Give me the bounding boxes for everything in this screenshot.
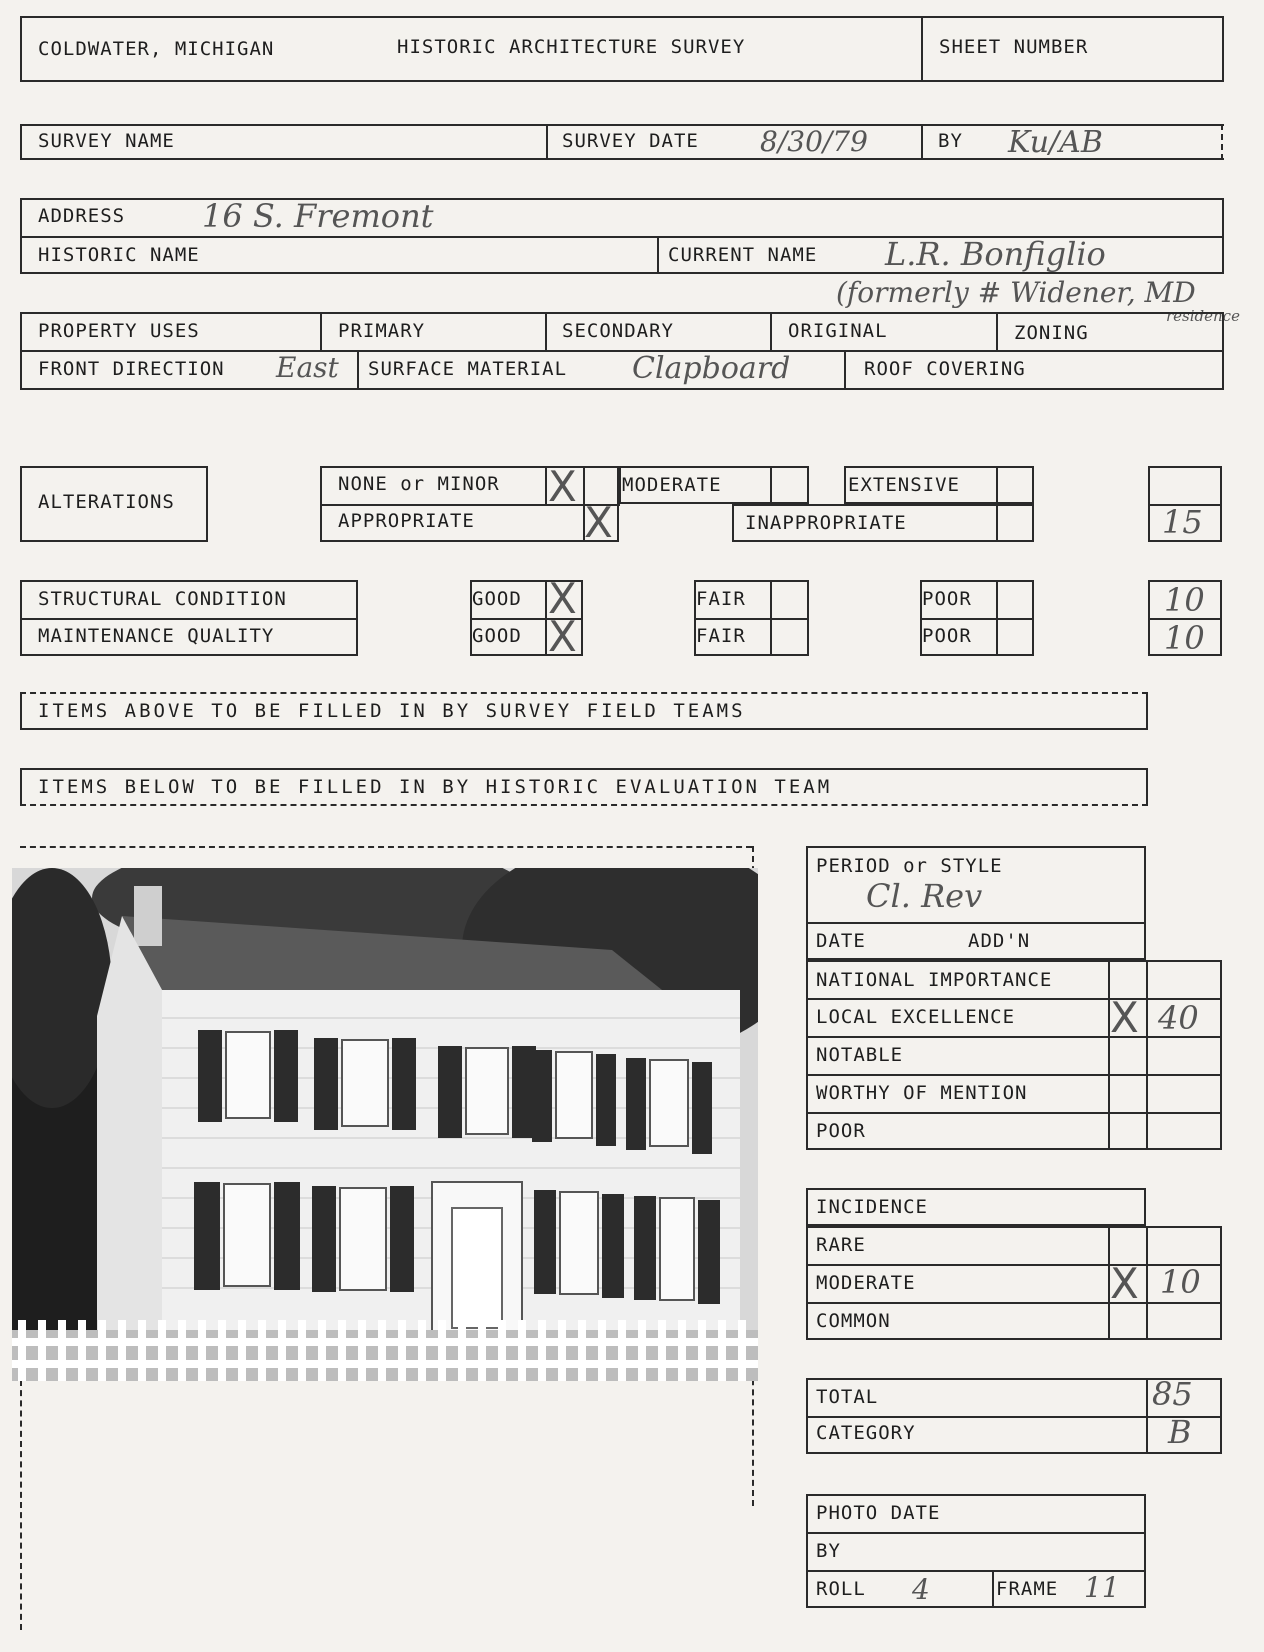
survey-date-label: SURVEY DATE [562, 130, 699, 152]
poor-row-divider [920, 618, 1034, 620]
poor-label-1: POOR [922, 588, 972, 610]
original-divider [770, 312, 772, 350]
local-excellence-check[interactable]: X [1110, 993, 1139, 1042]
city-label: COLDWATER, MICHIGAN [38, 38, 275, 60]
incidence-row-2 [806, 1302, 1222, 1304]
date-label: DATE [816, 930, 866, 952]
zoning-divider [996, 312, 998, 350]
primary-divider [320, 312, 322, 350]
address-label: ADDRESS [38, 205, 126, 227]
good-checkbox-divider [545, 580, 547, 656]
survey-row-end-tick [1221, 124, 1223, 160]
moderate-label: MODERATE [622, 474, 722, 496]
fair-label-1: FAIR [696, 588, 746, 610]
none-minor-check[interactable]: X [548, 462, 577, 511]
moderate-incidence-score[interactable]: 10 [1160, 1263, 1201, 1301]
national-importance-label: NATIONAL IMPORTANCE [816, 969, 1053, 991]
local-excellence-score[interactable]: 40 [1158, 999, 1199, 1037]
by-value[interactable]: Ku/AB [1008, 125, 1103, 160]
maintenance-quality-label: MAINTENANCE QUALITY [38, 625, 275, 647]
historic-name-label: HISTORIC NAME [38, 244, 200, 266]
none-minor-checkbox-left [545, 466, 547, 504]
front-direction-label: FRONT DIRECTION [38, 358, 225, 380]
address-value[interactable]: 16 S. Fremont [202, 197, 434, 235]
sheet-number-label: SHEET NUMBER [939, 36, 1089, 58]
header-divider [921, 16, 923, 82]
importance-row-4 [806, 1112, 1222, 1114]
poor-label-2: POOR [922, 625, 972, 647]
secondary-label: SECONDARY [562, 320, 674, 342]
moderate-checkbox-divider [770, 466, 772, 504]
moderate-incidence-label: MODERATE [816, 1272, 916, 1294]
worthy-of-mention-label: WORTHY OF MENTION [816, 1082, 1028, 1104]
original-label: ORIGINAL [788, 320, 888, 342]
good-label-1: GOOD [472, 588, 522, 610]
poor-checkbox-divider [996, 580, 998, 656]
good-label-2: GOOD [472, 625, 522, 647]
notes-below: ITEMS BELOW TO BE FILLED IN BY HISTORIC EVALUATION TEAM [38, 776, 833, 798]
fair-row-divider [694, 618, 809, 620]
inappropriate-label: INAPPROPRIATE [745, 512, 907, 534]
period-date-divider [806, 922, 1146, 924]
category-value[interactable]: B [1168, 1413, 1192, 1451]
incidence-score-divider [1146, 1226, 1148, 1340]
front-direction-value[interactable]: East [276, 351, 339, 384]
photo-frame-top [20, 846, 752, 848]
zoning-label: ZONING [1014, 322, 1089, 344]
roof-divider [844, 350, 846, 390]
none-minor-label: NONE or MINOR [338, 473, 500, 495]
surface-material-value[interactable]: Clapboard [632, 351, 791, 386]
house-photo [12, 868, 758, 1381]
local-excellence-label: LOCAL EXCELLENCE [816, 1006, 1016, 1028]
current-name-note: (formerly # Widener, MD [836, 276, 1196, 309]
primary-label: PRIMARY [338, 320, 426, 342]
surface-divider [357, 350, 359, 390]
photo-date-label: PHOTO DATE [816, 1502, 941, 1524]
addn-label: ADD'N [968, 930, 1031, 952]
importance-row-3 [806, 1074, 1222, 1076]
roll-value[interactable]: 4 [912, 1573, 930, 1606]
extensive-label: EXTENSIVE [848, 474, 960, 496]
fair-label-2: FAIR [696, 625, 746, 647]
moderate-incidence-check[interactable]: X [1110, 1259, 1139, 1308]
survey-name-label: SURVEY NAME [38, 130, 175, 152]
structural-score[interactable]: 10 [1164, 581, 1205, 619]
alterations-score[interactable]: 15 [1162, 503, 1203, 541]
period-style-value[interactable]: Cl. Rev [866, 877, 983, 915]
secondary-divider [545, 312, 547, 350]
poor-evaluation-label: POOR [816, 1120, 866, 1142]
by-label: BY [938, 130, 963, 152]
period-style-label: PERIOD or STYLE [816, 855, 1003, 877]
rare-label: RARE [816, 1234, 866, 1256]
house-photo-image [12, 868, 758, 1381]
photo-by-label: BY [816, 1540, 841, 1562]
photo-info-row-1 [806, 1532, 1146, 1534]
condition-label-divider [20, 618, 358, 620]
incidence-label: INCIDENCE [816, 1196, 928, 1218]
structural-good-check[interactable]: X [548, 574, 577, 623]
current-name-divider [657, 236, 659, 274]
category-label: CATEGORY [816, 1422, 916, 1444]
survey-date-value[interactable]: 8/30/79 [760, 125, 868, 158]
importance-score-divider [1146, 960, 1148, 1150]
current-name-value[interactable]: L.R. Bonfiglio [885, 235, 1106, 273]
totals-value-divider [1146, 1378, 1148, 1454]
structural-condition-label: STRUCTURAL CONDITION [38, 588, 287, 610]
photo-frame-left [20, 1380, 22, 1630]
form-title: HISTORIC ARCHITECTURE SURVEY [397, 36, 746, 58]
frame-divider [992, 1570, 994, 1608]
frame-label: FRAME [996, 1578, 1059, 1600]
common-label: COMMON [816, 1310, 891, 1332]
property-uses-label: PROPERTY USES [38, 320, 200, 342]
totals-row-divider [806, 1416, 1222, 1418]
appropriate-label: APPROPRIATE [338, 510, 475, 532]
notable-label: NOTABLE [816, 1044, 904, 1066]
notes-above: ITEMS ABOVE TO BE FILLED IN BY SURVEY FIELD TEAMS [38, 700, 746, 722]
roof-covering-label: ROOF COVERING [864, 358, 1026, 380]
total-value[interactable]: 85 [1152, 1375, 1193, 1413]
survey-row-divider-2 [921, 124, 923, 160]
current-name-note-2: residence [1166, 307, 1240, 325]
fair-checkbox-divider [770, 580, 772, 656]
importance-checkbox-divider [1108, 960, 1110, 1150]
current-name-label: CURRENT NAME [668, 244, 818, 266]
total-label: TOTAL [816, 1386, 879, 1408]
survey-row-divider-1 [546, 124, 548, 160]
roll-label: ROLL [816, 1578, 866, 1600]
frame-value[interactable]: 11 [1084, 1571, 1120, 1604]
appropriate-check[interactable]: X [584, 498, 613, 547]
alterations-label: ALTERATIONS [38, 491, 175, 513]
maintenance-good-check[interactable]: X [548, 612, 577, 661]
property-row-divider [20, 350, 1224, 352]
surface-material-label: SURFACE MATERIAL [368, 358, 568, 380]
maintenance-score[interactable]: 10 [1164, 619, 1205, 657]
